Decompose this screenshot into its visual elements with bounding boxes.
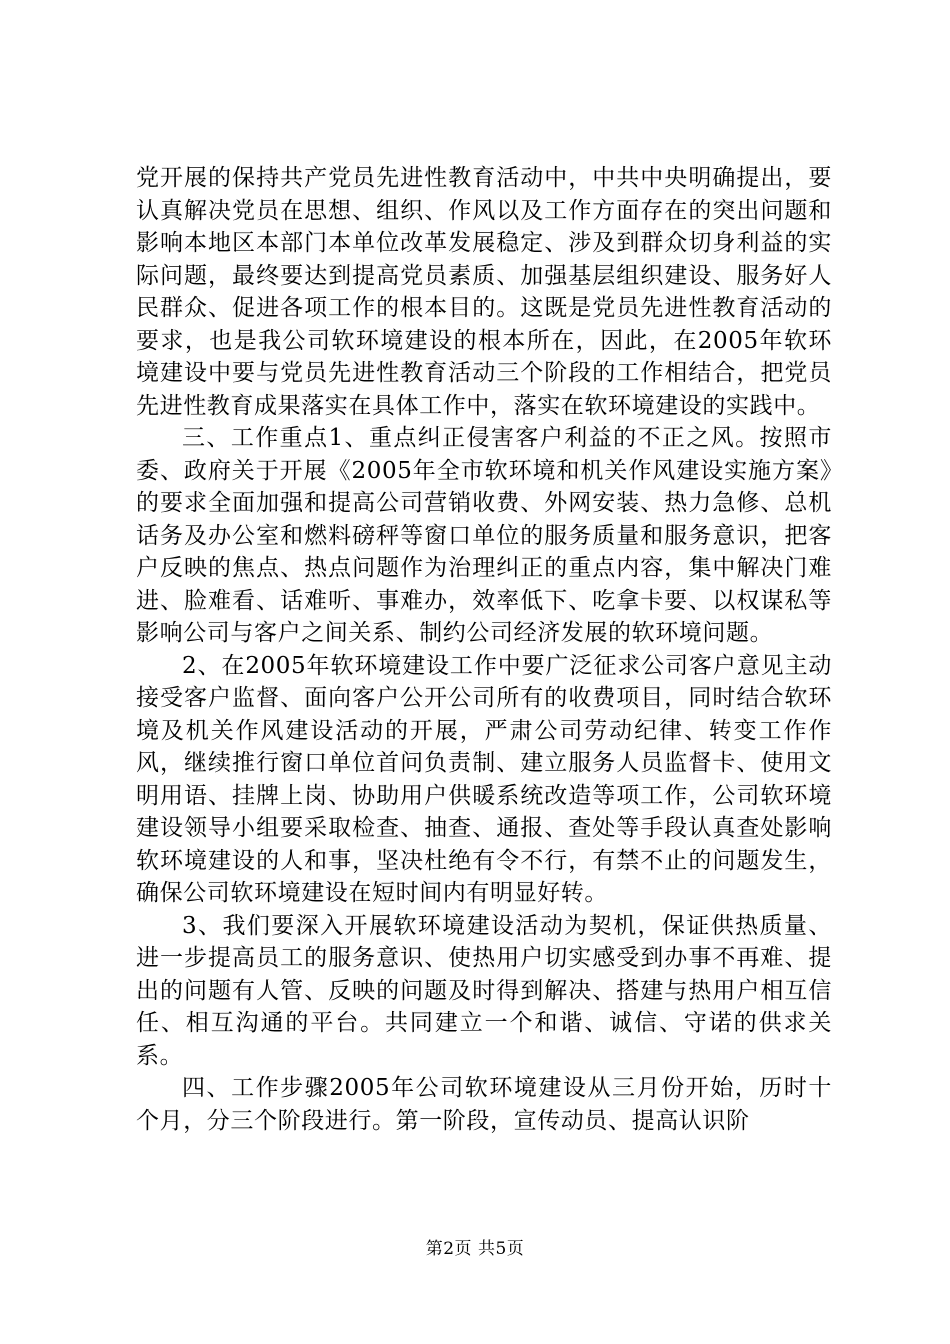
paragraph-work-focus: 三、工作重点1、重点纠正侵害客户利益的不正之风。按照市委、政府关于开展《2005年全市软环境和机关作风建设实施方案》的要求全面加强和提高公司营销收费、外网安装、热力急修、总机话务及办公室和燃料磅秤等窗口单位的服务质量和服务意识，把客户反映的焦点、热点问题作为治理纠正的重点内容，集中解决门难进、脸难看、话难听、事难办，效率低下、吃拿卡要、以权谋私等影响公司与客户之间关系、制约公司经济发展的软环境问题。 [136,425,832,646]
paragraph-work-steps: 四、工作步骤2005年公司软环境建设从三月份开始，历时十个月，分三个阶段进行。第一阶段，宣传动员、提高认识阶 [136,1075,832,1134]
paragraph-continuation: 党开展的保持共产党员先进性教育活动中，中共中央明确提出，要认真解决党员在思想、组织、作风以及工作方面存在的突出问题和影响本地区本部门本单位改革发展稳定、涉及到群众切身利益的实际问题，最终要达到提高党员素质、加强基层组织建设、服务好人民群众、促进各项工作的根本目的。这既是党员先进性教育活动的要求，也是我公司软环境建设的根本所在，因此，在2005年软环境建设中要与党员先进性教育活动三个阶段的工作相结合，把党员先进性教育成果落实在具体工作中，落实在软环境建设的实践中。 [136,165,832,419]
document-body [136,162,832,1137]
paragraph-item-2: 2、在2005年软环境建设工作中要广泛征求公司客户意见主动接受客户监督、面向客户公开公司所有的收费项目，同时结合软环境及机关作风建设活动的开展，严肃公司劳动纪律、转变工作作风，继续推行窗口单位首问负责制、建立服务人员监督卡、使用文明用语、挂牌上岗、协助用户供暖系统改造等项工作，公司软环境建设领导小组要采取检查、抽查、通报、查处等手段认真查处影响软环境建设的人和事，坚决杜绝有令不行，有禁不止的问题发生，确保公司软环境建设在短时间内有明显好转。 [136,652,832,906]
page-number: 第2页 共5页 [425,1239,525,1259]
paragraph-item-3: 3、我们要深入开展软环境建设活动为契机，保证供热质量、进一步提高员工的服务意识、使热用户切实感受到办事不再难、提出的问题有人管、反映的问题及时得到解决、搭建与热用户相互信任、相互沟通的平台。共同建立一个和谐、诚信、守诺的供求关系。 [136,912,832,1069]
